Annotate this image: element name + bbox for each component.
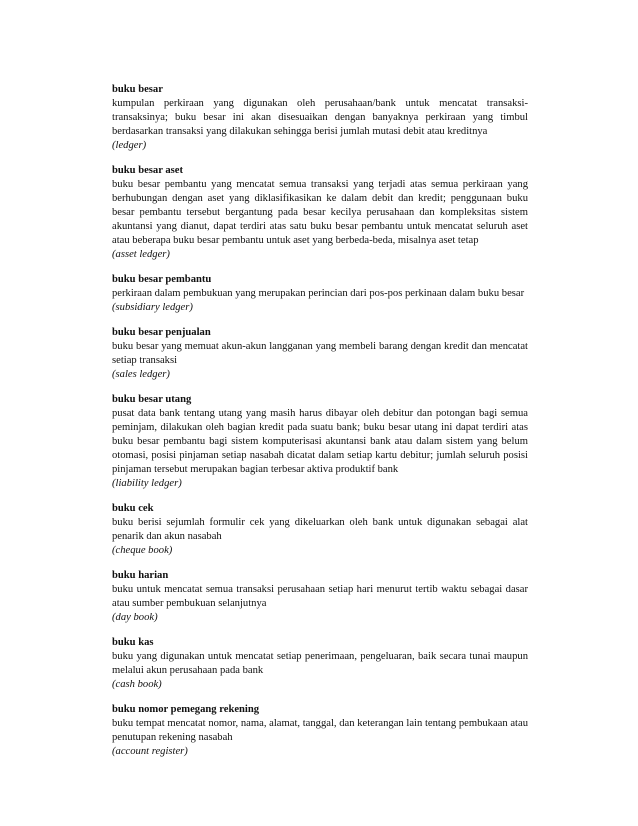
entry-definition: kumpulan perkiraan yang digunakan oleh perusahaan/bank untuk mencatat transaksi-transaksinya; buku besar ini akan disesuaikan dengan banyaknya perkiraan yang timbul berdasarkan transaksi yang dilakukan sehingga berisi jumlah mutasi debit atau kreditnya	[112, 98, 528, 137]
glossary-entry-buku-besar	[112, 83, 528, 153]
entry-english-term: (ledger)	[112, 140, 147, 151]
entry-definition: pusat data bank tentang utang yang masih harus dibayar oleh debitur dan potongan bagi semua peminjam, dilakukan oleh bagian kredit pada suatu bank; buku besar utang ini dapat terdiri atas buku besar pembantu bagi sistem komputerisasi akuntansi bank atau dalam sistem yang belum otomasi, posisi pinjaman setiap nasabah dicatat dalam setiap kartu debitur; jumlah seluruh posisi pinjaman tersebut merupakan bagian terbesar aktiva produktif bank	[112, 408, 528, 475]
glossary-entry-buku-besar-penjualan	[112, 326, 528, 382]
entry-english-term: (cash book)	[112, 679, 162, 690]
glossary-entry-buku-cek	[112, 502, 528, 558]
glossary-entry-buku-besar-utang	[112, 393, 528, 491]
glossary-entry-buku-nomor-pemegang-rekening	[112, 703, 528, 759]
glossary-page	[112, 83, 528, 770]
entry-definition: buku untuk mencatat semua transaksi perusahaan setiap hari menurut tertib waktu sebagai dasar atau sumber pembukuan selanjutnya	[112, 584, 528, 609]
entry-term: buku kas	[112, 637, 154, 648]
entry-english-term: (cheque book)	[112, 545, 173, 556]
entry-definition: perkiraan dalam pembukuan yang merupakan perincian dari pos-pos perkinaan dalam buku besar	[112, 288, 525, 299]
entry-english-term: (liability ledger)	[112, 478, 182, 489]
entry-term: buku nomor pemegang rekening	[112, 704, 260, 715]
entry-term: buku harian	[112, 570, 169, 581]
entry-definition: buku yang digunakan untuk mencatat setiap penerimaan, pengeluaran, baik secara tunai maupun melalui akun perusahaan pada bank	[112, 651, 528, 676]
entry-term: buku besar utang	[112, 394, 192, 405]
entry-english-term: (sales ledger)	[112, 369, 170, 380]
entry-english-term: (day book)	[112, 612, 158, 623]
glossary-entry-buku-besar-pembantu	[112, 273, 528, 315]
entry-english-term: (subsidiary ledger)	[112, 302, 193, 313]
entry-definition: buku tempat mencatat nomor, nama, alamat, tanggal, dan keterangan lain tentang pembukaan atau penutupan rekening nasabah	[112, 718, 528, 743]
entry-english-term: (asset ledger)	[112, 249, 170, 260]
entry-definition: buku besar yang memuat akun-akun langganan yang membeli barang dengan kredit dan mencatat setiap transaksi	[112, 341, 528, 366]
entry-term: buku besar aset	[112, 165, 184, 176]
entry-definition: buku berisi sejumlah formulir cek yang dikeluarkan oleh bank untuk digunakan sebagai alat penarik dan akun nasabah	[112, 517, 528, 542]
entry-term: buku besar pembantu	[112, 274, 212, 285]
entry-term: buku cek	[112, 503, 154, 514]
entry-definition: buku besar pembantu yang mencatat semua transaksi yang terjadi atas semua perkiraan yang berhubungan dengan aset yang diklasifikasikan ke dalam debit dan kredit; penggunaan buku besar pembantu tersebut bergantung pada besar kecilya perusahaan dan kompleksitas sistem akuntansi yang dianut, dapat terdiri atas satu buku besar pembantu untuk mencatat seluruh aset atau beberapa buku besar pembantu untuk aset yang berbeda-beda, misalnya aset tetap	[112, 179, 528, 246]
entry-term: buku besar	[112, 84, 163, 95]
glossary-entry-buku-kas	[112, 636, 528, 692]
entry-english-term: (account register)	[112, 746, 188, 757]
glossary-entry-buku-besar-aset	[112, 164, 528, 262]
entry-term: buku besar penjualan	[112, 327, 211, 338]
glossary-entry-buku-harian	[112, 569, 528, 625]
